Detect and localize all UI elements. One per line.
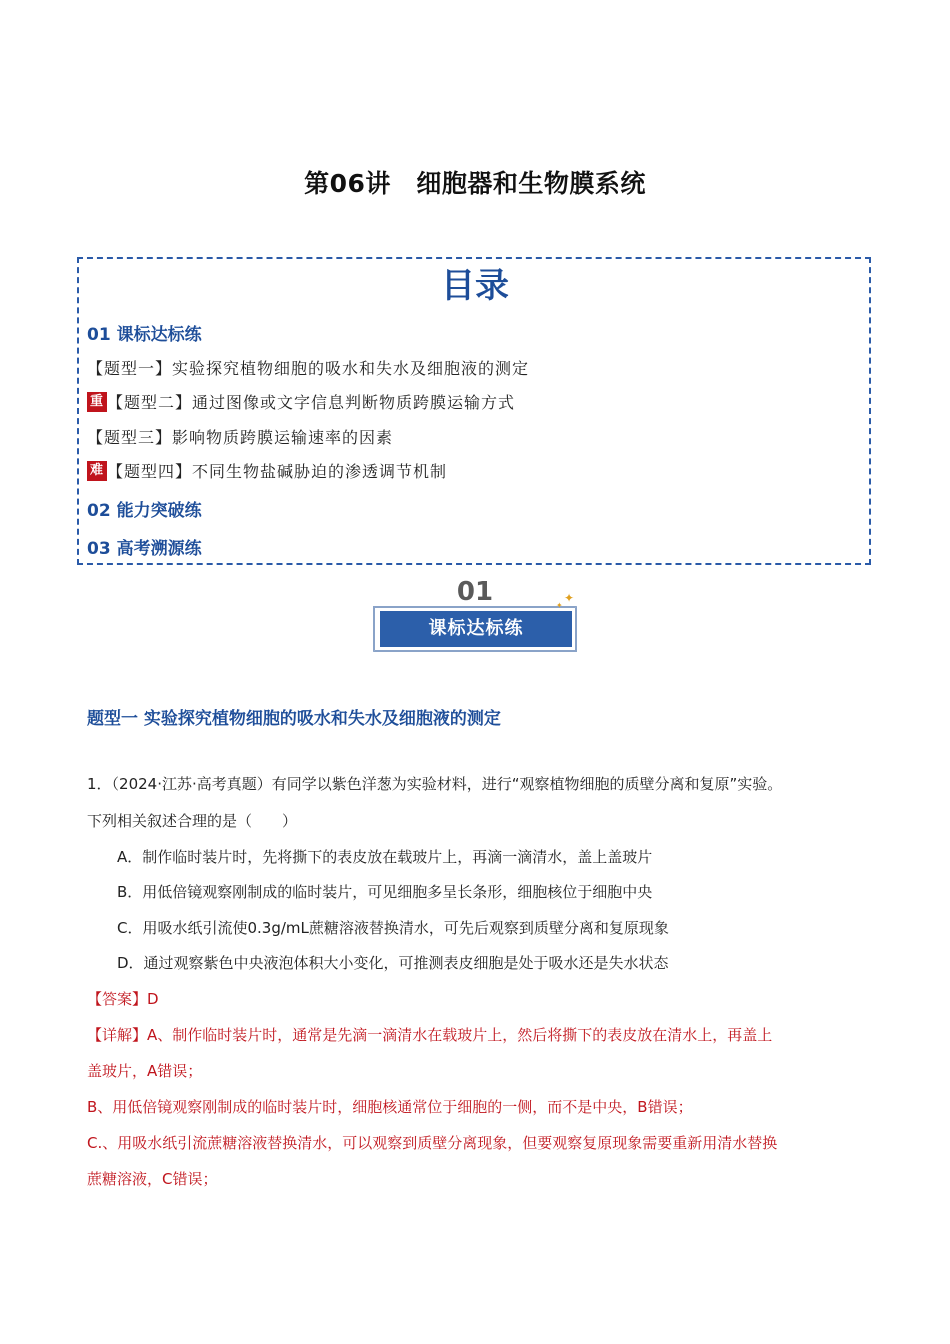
section-banner xyxy=(370,577,580,657)
sparkle-icon: ✦ xyxy=(556,601,563,610)
toc-item-2[interactable] xyxy=(87,390,515,413)
toc-heading: 目录 xyxy=(441,266,509,306)
explanation-line: B、用低倍镜观察刚制成的临时装片时，细胞核通常位于细胞的一侧，而不是中央，B错误； xyxy=(87,1098,693,1116)
toc-item-text: 【题型二】通过图像或文字信息判断物质跨膜运输方式 xyxy=(107,393,516,412)
page-title: 第06讲 细胞器和生物膜系统 xyxy=(304,169,646,198)
section-title: 题型一 实验探究植物细胞的吸水和失水及细胞液的测定 xyxy=(87,709,501,729)
explanation-line: 盖玻片，A错误； xyxy=(87,1062,203,1080)
option-c[interactable]: C．用吸水纸引流使0.3g/mL蔗糖溶液替换清水，可先后观察到质壁分离和复原现象 xyxy=(117,919,669,937)
explanation-line: C.、用吸水纸引流蔗糖溶液替换清水，可以观察到质壁分离现象，但要观察复原现象需要重新用清水替换 xyxy=(87,1134,778,1152)
toc-item-3[interactable] xyxy=(87,425,393,448)
toc-item-4[interactable] xyxy=(87,459,447,482)
toc-item-text: 【题型三】影响物质跨膜运输速率的因素 xyxy=(87,428,394,447)
hard-badge: 难 xyxy=(87,461,107,481)
banner-label: 课标达标练 xyxy=(380,611,572,647)
toc-item-text: 【题型四】不同生物盐碱胁迫的渗透调节机制 xyxy=(107,462,448,481)
sparkle-icon: ✦ xyxy=(564,591,575,605)
explanation-line: 【详解】A、制作临时装片时，通常是先滴一滴清水在载玻片上，然后将撕下的表皮放在清水上，再盖上 xyxy=(87,1026,773,1044)
option-a[interactable]: A．制作临时装片时，先将撕下的表皮放在载玻片上，再滴一滴清水，盖上盖玻片 xyxy=(117,848,653,866)
banner-number: 01 xyxy=(456,577,494,607)
option-d[interactable]: D．通过观察紫色中央液泡体积大小变化，可推测表皮细胞是处于吸水还是失水状态 xyxy=(117,954,669,972)
explanation-line: 蔗糖溶液，C错误； xyxy=(87,1170,218,1188)
toc-item-1[interactable] xyxy=(87,356,529,379)
answer-label: 【答案】D xyxy=(87,990,159,1008)
toc-section-2[interactable]: 02 能力突破练 xyxy=(87,501,202,521)
question-stem: 1．（2024·江苏·高考真题）有同学以紫色洋葱为实验材料，进行“观察植物细胞的质壁分离和复原”实验。 xyxy=(87,775,783,793)
option-b[interactable]: B．用低倍镜观察刚制成的临时装片，可见细胞多呈长条形，细胞核位于细胞中央 xyxy=(117,883,653,901)
key-badge: 重 xyxy=(87,392,107,412)
toc-section-1[interactable]: 01 课标达标练 xyxy=(87,325,202,345)
toc-section-3[interactable]: 03 高考溯源练 xyxy=(87,539,202,559)
question-stem-cont: 下列相关叙述合理的是（ ） xyxy=(87,812,298,830)
toc-item-text: 【题型一】实验探究植物细胞的吸水和失水及细胞液的测定 xyxy=(87,359,530,378)
